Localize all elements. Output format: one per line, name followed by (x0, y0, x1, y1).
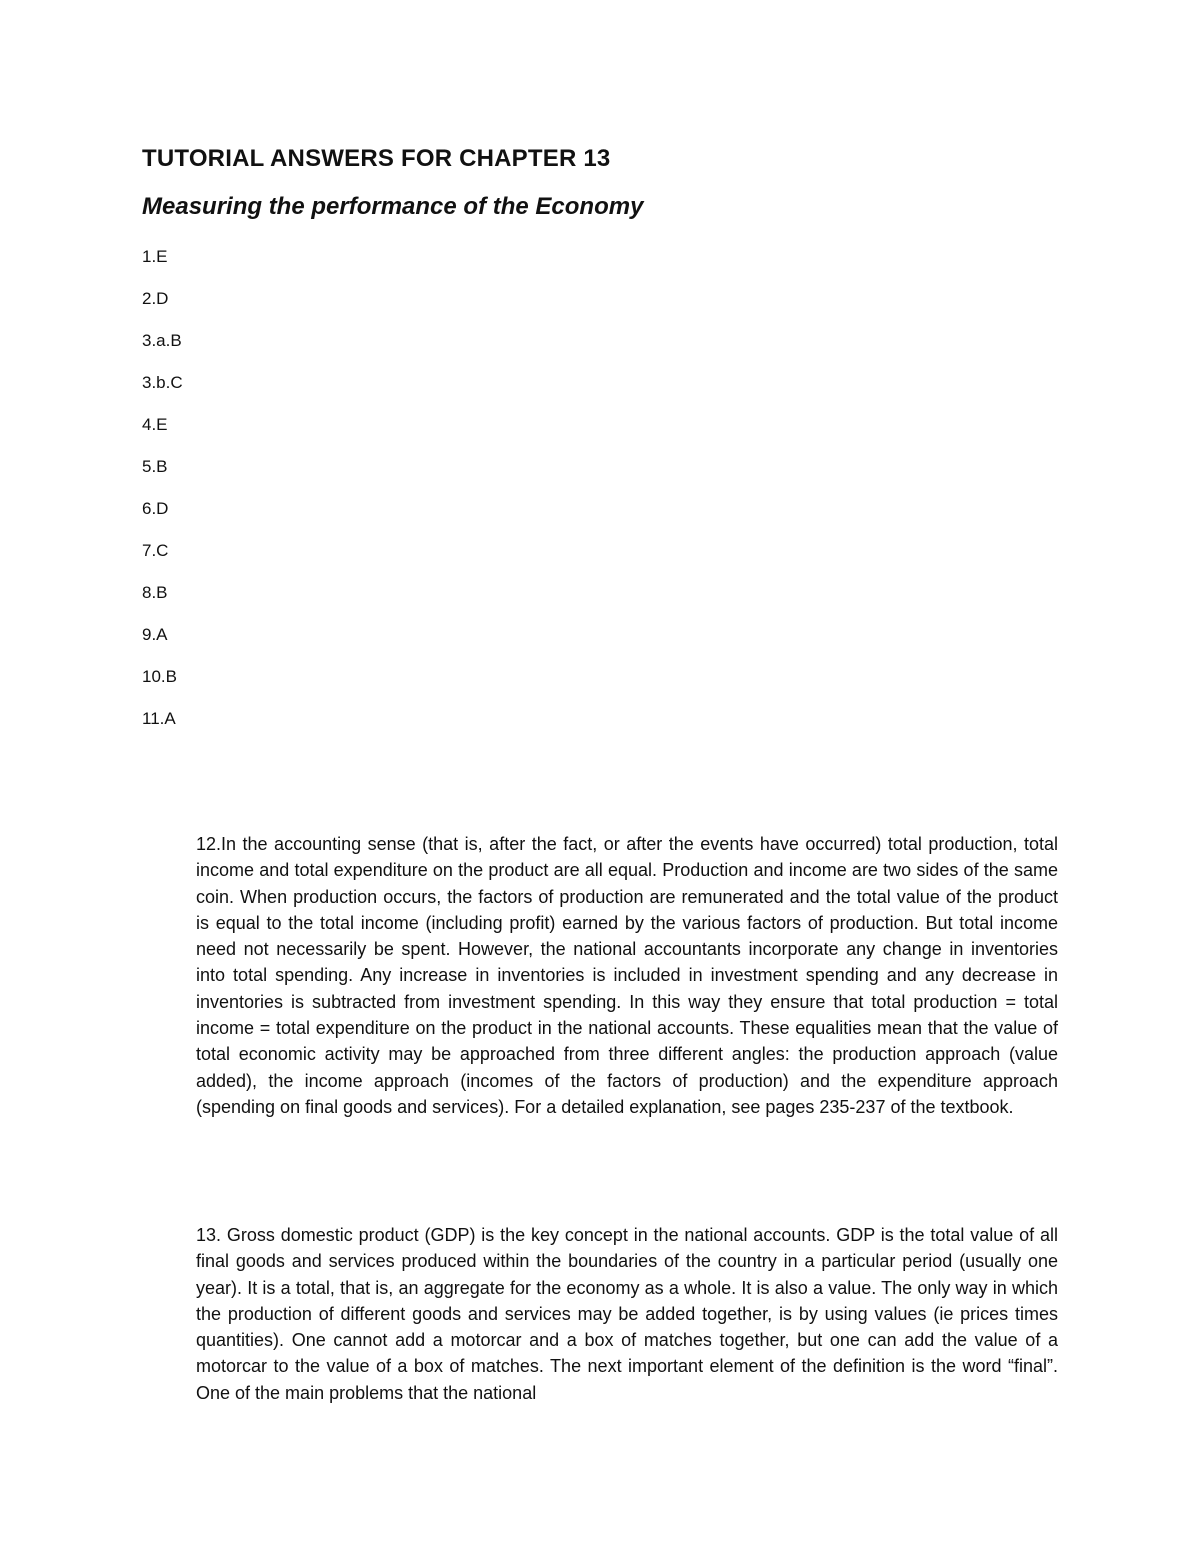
answer-paragraph-12: 12.In the accounting sense (that is, after the fact, or after the events have occurred) total production, total income and total expenditure on the product are all equal. Production and income are two sides of the same coin. When production occurs, the factors of production are remunerated and the total value of the product is equal to the total income (including profit) earned by the various factors of production. But total income need not necessarily be spent. However, the national accountants incorporate any change in inventories into total spending. Any increase in inventories is included in investment spending and any decrease in inventories is subtracted from investment spending. In this way they ensure that total production = total income = total expenditure on the product in the national accounts. These equalities mean that the value of total economic activity may be approached from three different angles: the production approach (value added), the income approach (incomes of the factors of production) and the expenditure approach (spending on final goods and services). For a detailed explanation, see pages 235-237 of the textbook. (196, 834, 1058, 1117)
answer-item: 7.C (142, 541, 169, 560)
answer-item: 2.D (142, 289, 169, 308)
answer-item: 5.B (142, 457, 168, 476)
answer-item: 10.B (142, 667, 177, 686)
answer-item: 11.A (142, 709, 176, 728)
answer-item: 3.b.C (142, 373, 183, 392)
answer-item: 9.A (142, 625, 168, 644)
page-title: TUTORIAL ANSWERS FOR CHAPTER 13 (142, 145, 611, 172)
answer-item: 8.B (142, 583, 168, 602)
answer-item: 1.E (142, 247, 168, 266)
answer-item: 4.E (142, 415, 168, 434)
answer-item: 3.a.B (142, 331, 182, 350)
answer-paragraph-13: 13. Gross domestic product (GDP) is the key concept in the national accounts. GDP is the total value of all final goods and services produced within the boundaries of the country in a particular period (usually one year). It is a total, that is, an aggregate for the economy as a whole. It is also a value. The only way in which the production of different goods and services may be added together, is by using values (ie prices times quantities). One cannot add a motorcar and a box of matches together, but one can add the value of a motorcar to the value of a box of matches. The next important element of the definition is the word “final”. One of the main problems that the national (196, 1225, 1058, 1403)
page-subtitle: Measuring the performance of the Economy (142, 193, 644, 220)
answer-item: 6.D (142, 499, 169, 518)
answer-list (142, 247, 183, 751)
